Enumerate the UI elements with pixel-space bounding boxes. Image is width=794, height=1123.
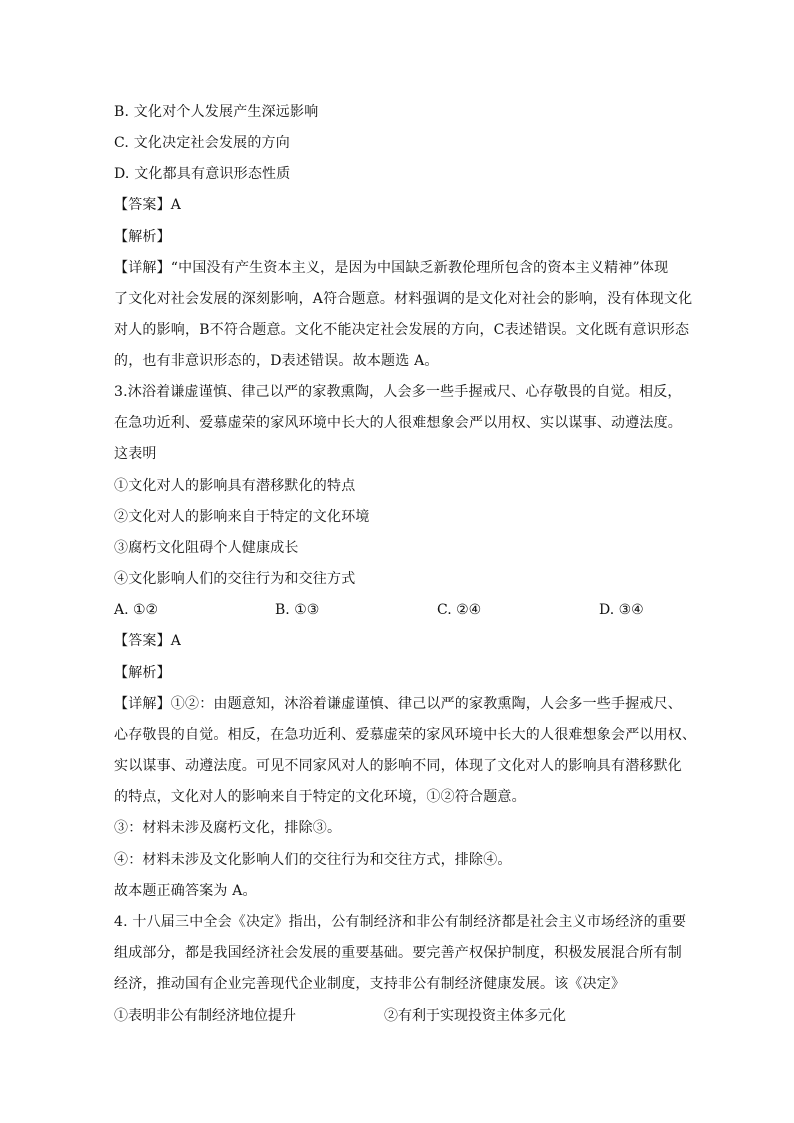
q2-option-c: C. 文化决定社会发展的方向: [114, 135, 290, 151]
q3-stem-line: 在急功近利、爱慕虚荣的家风环境中长大的人很难想象会严以用权、实以谋事、动遵法度。: [114, 415, 682, 431]
q3-item: ②文化对人的影响来自于特定的文化环境: [114, 509, 370, 525]
q3-detail-line: 【详解】①②：由题意知，沐浴着谦虚谨慎、律己以严的家教熏陶，人会多一些手握戒尺、: [114, 696, 682, 712]
q2-detail-line: 的，也有非意识形态的，D表述错误。故本题选 A。: [114, 353, 439, 369]
q3-item: ④文化影响人们的交往行为和交往方式: [114, 571, 356, 587]
q3-detail-line: ④：材料未涉及文化影响人们的交往行为和交往方式，排除④。: [114, 852, 512, 868]
q2-analysis-label: 【解析】: [114, 229, 171, 245]
q3-choice-c: C. ②④: [437, 602, 482, 618]
q2-answer: 【答案】A: [114, 197, 182, 213]
q2-detail-line: 【详解】“中国没有产生资本主义，是因为中国缺乏新教伦理所包含的资本主义精神”体现: [114, 260, 669, 276]
q2-detail-line: 了文化对社会发展的深刻影响，A符合题意。材料强调的是文化对社会的影响，没有体现文化: [114, 291, 693, 307]
q3-detail-line: 的特点，文化对人的影响来自于特定的文化环境，①②符合题意。: [114, 789, 526, 805]
q2-detail-line: 对人的影响，B不符合题意。文化不能决定社会发展的方向，C表述错误。文化既有意识形态: [114, 322, 690, 338]
q3-choice-d: D. ③④: [599, 602, 644, 618]
q4-item-1: ①表明非公有制经济地位提升: [114, 1008, 296, 1024]
q4-stem-line: 组成部分，都是我国经济社会发展的重要基础。要完善产权保护制度，积极发展混合所有制: [114, 945, 682, 961]
q3-choice-a: A. ①②: [114, 602, 159, 618]
q3-answer: 【答案】A: [114, 633, 182, 649]
q3-stem-line: 这表明: [114, 446, 157, 462]
q3-item: ③腐朽文化阻碍个人健康成长: [114, 540, 299, 556]
q3-analysis-label: 【解析】: [114, 665, 171, 681]
q3-detail-line: ③：材料未涉及腐朽文化，排除③。: [114, 820, 342, 836]
q3-item: ①文化对人的影响具有潜移默化的特点: [114, 478, 356, 494]
q3-stem-line: 3.沐浴着谦虚谨慎、律己以严的家教熏陶，人会多一些手握戒尺、心存敬畏的自觉。相反，: [114, 384, 682, 400]
q3-choice-b: B. ①③: [275, 602, 320, 618]
q3-detail-line: 心存敬畏的自觉。相反，在急功近利、爱慕虚荣的家风环境中长大的人很难想象会严以用权、: [114, 727, 697, 743]
q4-item-2: ②有利于实现投资主体多元化: [384, 1008, 566, 1024]
q3-detail-line: 故本题正确答案为 A。: [114, 883, 257, 899]
q4-stem-line: 经济，推动国有企业完善现代企业制度，支持非公有制经济健康发展。该《决定》: [114, 976, 626, 992]
q4-stem-line: 4. 十八届三中全会《决定》指出，公有制经济和非公有制经济都是社会主义市场经济的重要: [114, 914, 687, 930]
q2-option-b: B. 文化对个人发展产生深远影响: [114, 104, 319, 120]
q2-option-d: D. 文化都具有意识形态性质: [114, 166, 291, 182]
q3-detail-line: 实以谋事、动遵法度。可见不同家风对人的影响不同，体现了文化对人的影响具有潜移默化: [114, 758, 682, 774]
